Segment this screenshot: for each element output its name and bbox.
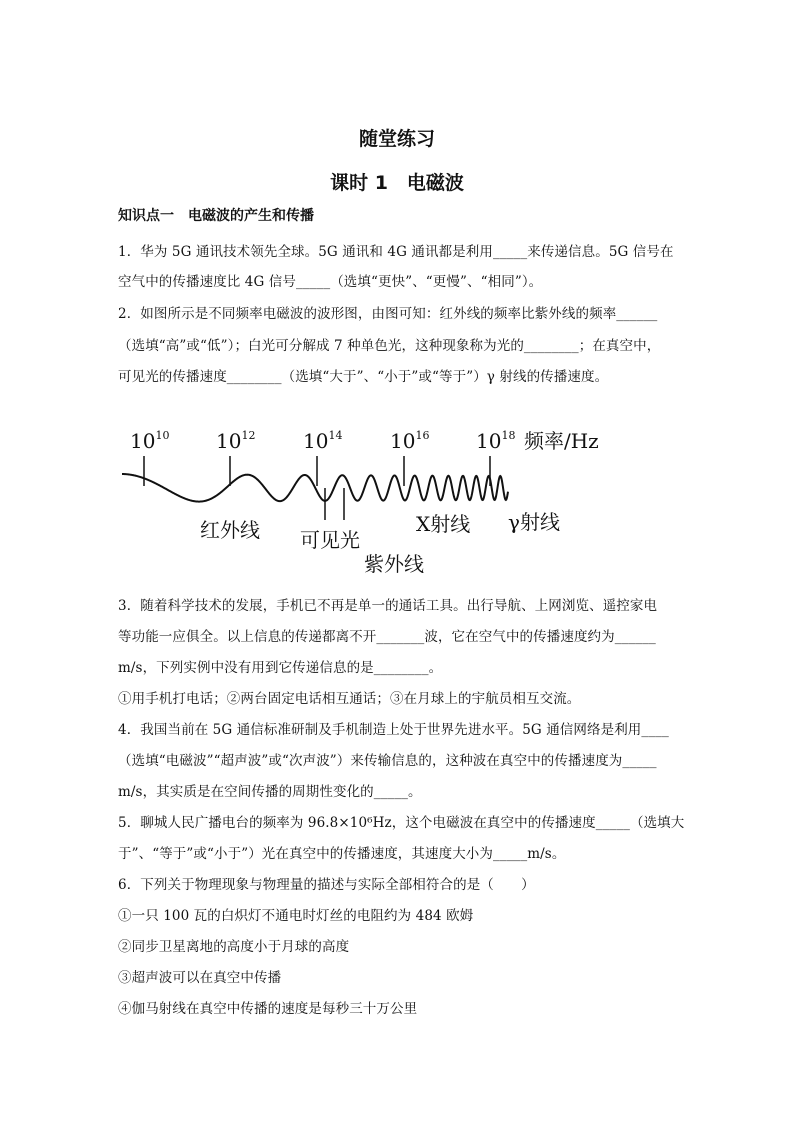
question-3-line-1: 3．随着科学技术的发展，手机已不再是单一的通话工具。出行导航、上网浏览、遥控家电 bbox=[118, 598, 658, 614]
tick-label-1e10: $10^{10}$ bbox=[130, 429, 170, 453]
band-label-visible: 可见光 bbox=[300, 528, 360, 552]
band-label-infrared: 红外线 bbox=[200, 518, 260, 542]
em-wave-curve bbox=[122, 474, 508, 502]
question-3-line-3: m/s，下列实例中没有用到它传递信息的是________。 bbox=[118, 660, 443, 676]
section-heading: 知识点一 电磁波的产生和传播 bbox=[118, 208, 314, 224]
question-4-line-1: 4．我国当前在 5G 通信标准研制及手机制造上处于世界先进水平。5G 通信网络是利用____ bbox=[118, 722, 669, 738]
question-4-line-3: m/s，其实质是在空间传播的周期性变化的_____。 bbox=[118, 784, 422, 800]
question-6-option-3: ③超声波可以在真空中传播 bbox=[118, 970, 282, 986]
frequency-axis-label: 频率/Hz bbox=[524, 429, 599, 453]
tick-label-1e14: $10^{14}$ bbox=[303, 429, 343, 453]
question-5-line-2: 于”、“等于”或“小于”）光在真空中的传播速度，其速度大小为_____m/s。 bbox=[118, 846, 566, 862]
question-4-line-2: （选填“电磁波”“超声波”或“次声波”）来传输信息的，这种波在真空中的传播速度为_____ bbox=[118, 753, 657, 769]
question-6-stem: 6．下列关于物理现象与物理量的描述与实际全部相符合的是（ ） bbox=[118, 877, 535, 893]
question-2-line-3: 可见光的传播速度________（选填“大于”、“小于”或“等于”）γ 射线的传播速度。 bbox=[118, 369, 609, 385]
question-1-line-1: 1．华为 5G 通讯技术领先全球。5G 通讯和 4G 通讯都是利用_____来传递信息。5G 信号在 bbox=[118, 244, 674, 260]
lesson-subtitle: 课时 1 电磁波 bbox=[330, 172, 464, 194]
em-spectrum-svg bbox=[118, 420, 618, 580]
tick-label-1e18: $10^{18}$ bbox=[476, 429, 516, 453]
question-3-line-2: 等功能一应俱全。以上信息的传递都离不开_______波，它在空气中的传播速度约为______ bbox=[118, 629, 656, 645]
tick-label-1e16: $10^{16}$ bbox=[390, 429, 430, 453]
em-spectrum-figure bbox=[118, 420, 618, 580]
question-6-option-4: ④伽马射线在真空中传播的速度是每秒三十万公里 bbox=[118, 1001, 418, 1017]
band-label-gamma: γ射线 bbox=[508, 510, 560, 534]
question-5-line-1: 5．聊城人民广播电台的频率为 96.8×10⁶Hz，这个电磁波在真空中的传播速度_____（选填大 bbox=[118, 815, 685, 831]
question-1-line-2: 空气中的传播速度比 4G 信号_____（选填“更快”、“更慢”、“相同”）。 bbox=[118, 274, 543, 290]
band-label-ultraviolet: 紫外线 bbox=[364, 552, 424, 576]
question-6-option-1: ①一只 100 瓦的白炽灯不通电时灯丝的电阻约为 484 欧姆 bbox=[118, 908, 474, 924]
page-title: 随堂练习 bbox=[358, 128, 435, 150]
question-2-line-1: 2．如图所示是不同频率电磁波的波形图，由图可知：红外线的频率比紫外线的频率______ bbox=[118, 306, 658, 322]
question-3-line-4: ①用手机打电话；②两台固定电话相互通话；③在月球上的宇航员相互交流。 bbox=[118, 691, 581, 707]
tick-label-1e12: $10^{12}$ bbox=[216, 429, 256, 453]
band-label-xray: X射线 bbox=[416, 512, 471, 536]
question-2-line-2: （选填“高”或“低”）；白光可分解成 7 种单色光，这种现象称为光的________；在真空中， bbox=[118, 338, 661, 354]
question-6-option-2: ②同步卫星离地的高度小于月球的高度 bbox=[118, 939, 350, 955]
